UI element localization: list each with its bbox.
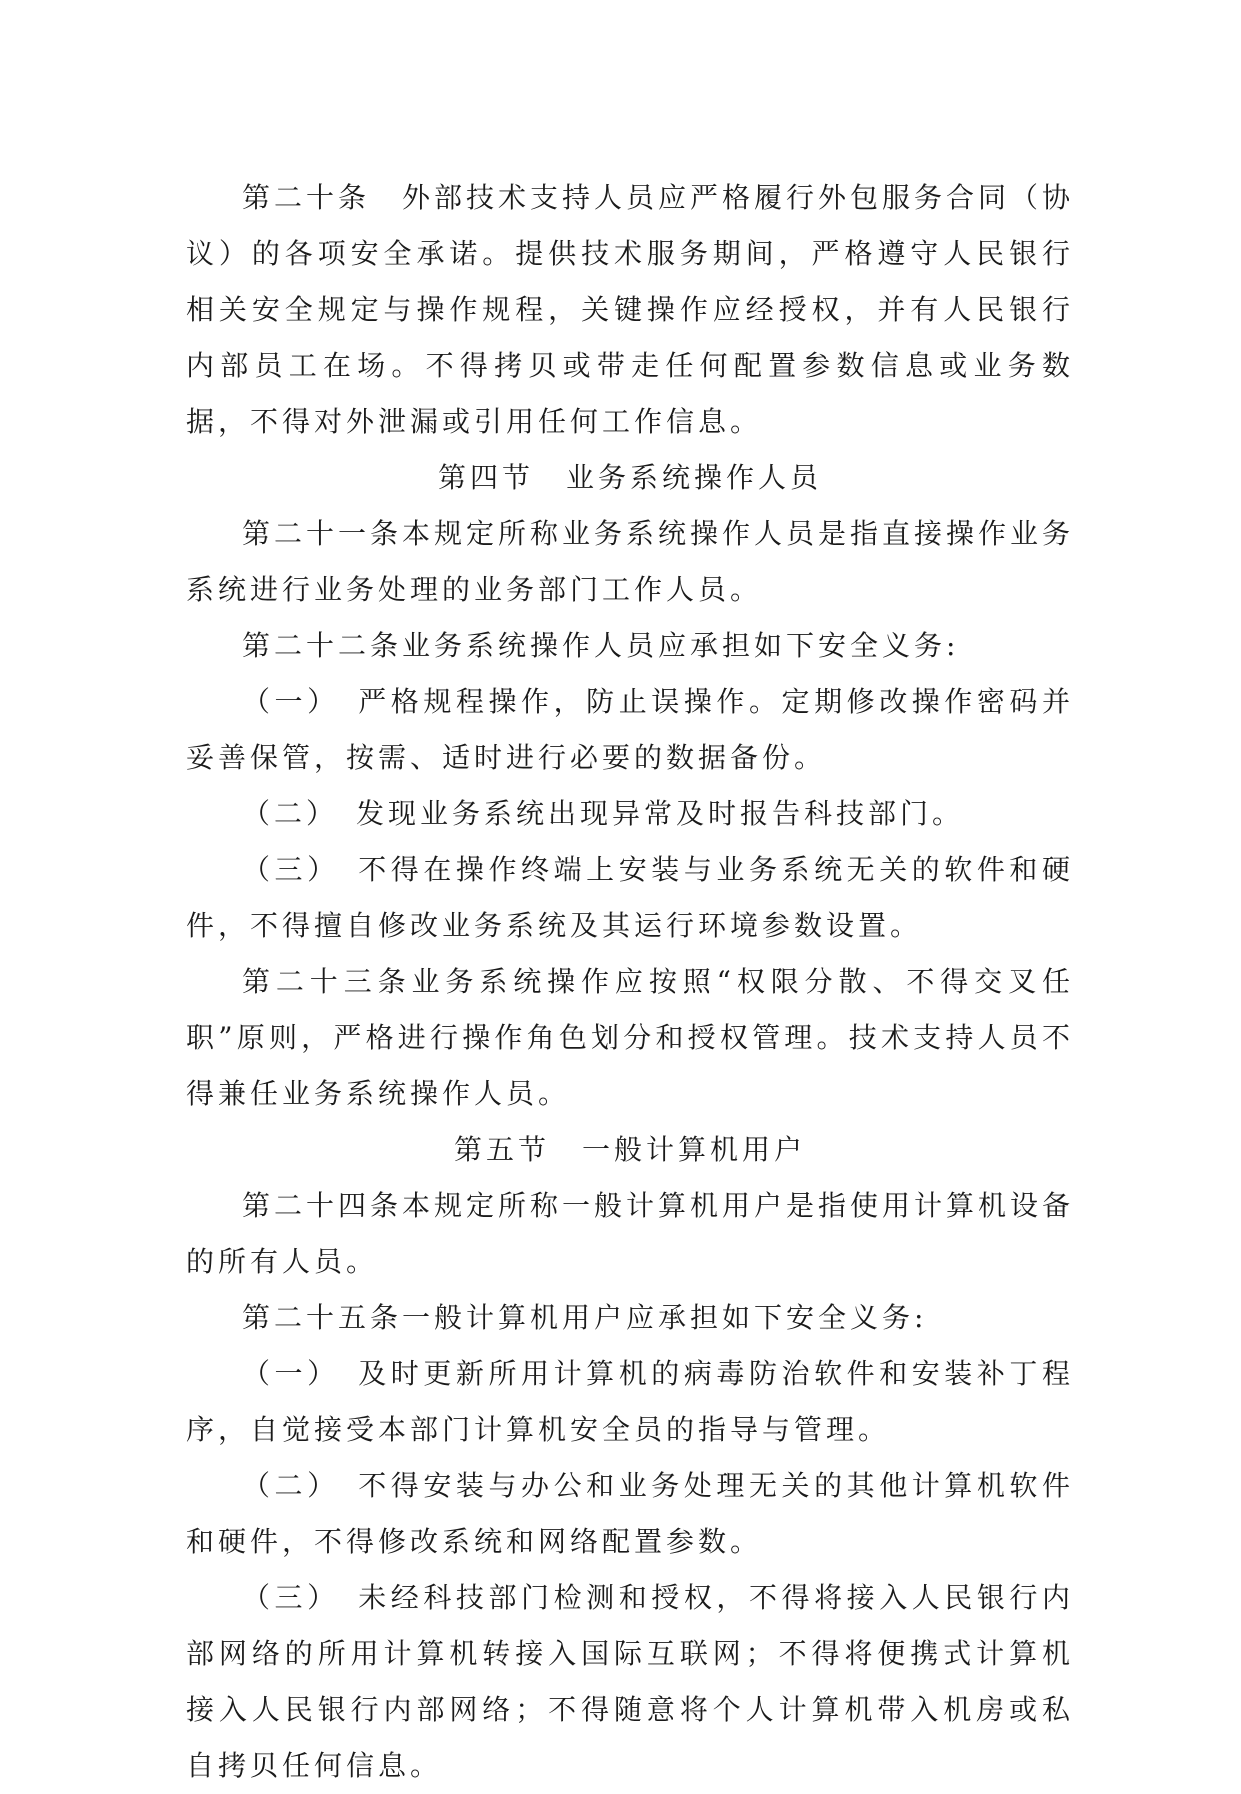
- article-21: 第二十一条本规定所称业务系统操作人员是指直接操作业务系统进行业务处理的业务部门工作人员。: [186, 517, 1075, 606]
- article-24: 第二十四条本规定所称一般计算机用户是指使用计算机设备的所有人员。: [186, 1189, 1075, 1278]
- article-25-item-1: （一） 及时更新所用计算机的病毒防治软件和安装补丁程序，自觉接受本部门计算机安全员的指导与管理。: [186, 1357, 1074, 1446]
- article-22-item-1: （一） 严格规程操作，防止误操作。定期修改操作密码并妥善保管，按需、适时进行必要的数据备份。: [186, 685, 1074, 774]
- article-22: 第二十二条业务系统操作人员应承担如下安全义务:: [242, 629, 960, 662]
- section-5-heading: 第五节 一般计算机用户: [453, 1133, 806, 1166]
- article-25-item-3: （三） 未经科技部门检测和授权，不得将接入人民银行内部网络的所用计算机转接入国际互联网；不得将便携式计算机接入人民银行内部网络；不得随意将个人计算机带入机房或私自拷贝任何信息。: [186, 1581, 1074, 1782]
- article-22-item-2: （二） 发现业务系统出现异常及时报告科技部门。: [242, 797, 965, 830]
- document-body: [186, 170, 1074, 1794]
- article-22-item-3: （三） 不得在操作终端上安装与业务系统无关的软件和硬件，不得擅自修改业务系统及其运行环境参数设置。: [186, 853, 1074, 942]
- article-23: 第二十三条业务系统操作应按照“权限分散、不得交叉任职”原则，严格进行操作角色划分和授权管理。技术支持人员不得兼任业务系统操作人员。: [186, 965, 1074, 1110]
- section-4-heading: 第四节 业务系统操作人员: [437, 461, 822, 494]
- article-25: 第二十五条一般计算机用户应承担如下安全义务:: [242, 1301, 928, 1334]
- article-20: 第二十条 外部技术支持人员应严格履行外包服务合同（协议）的各项安全承诺。提供技术服务期间，严格遵守人民银行相关安全规定与操作规程，关键操作应经授权，并有人民银行内部员工在场。不得拷贝或带走任何配置参数信息或业务数据，不得对外泄漏或引用任何工作信息。: [186, 181, 1075, 438]
- article-25-item-2: （二） 不得安装与办公和业务处理无关的其他计算机软件和硬件，不得修改系统和网络配置参数。: [186, 1469, 1074, 1558]
